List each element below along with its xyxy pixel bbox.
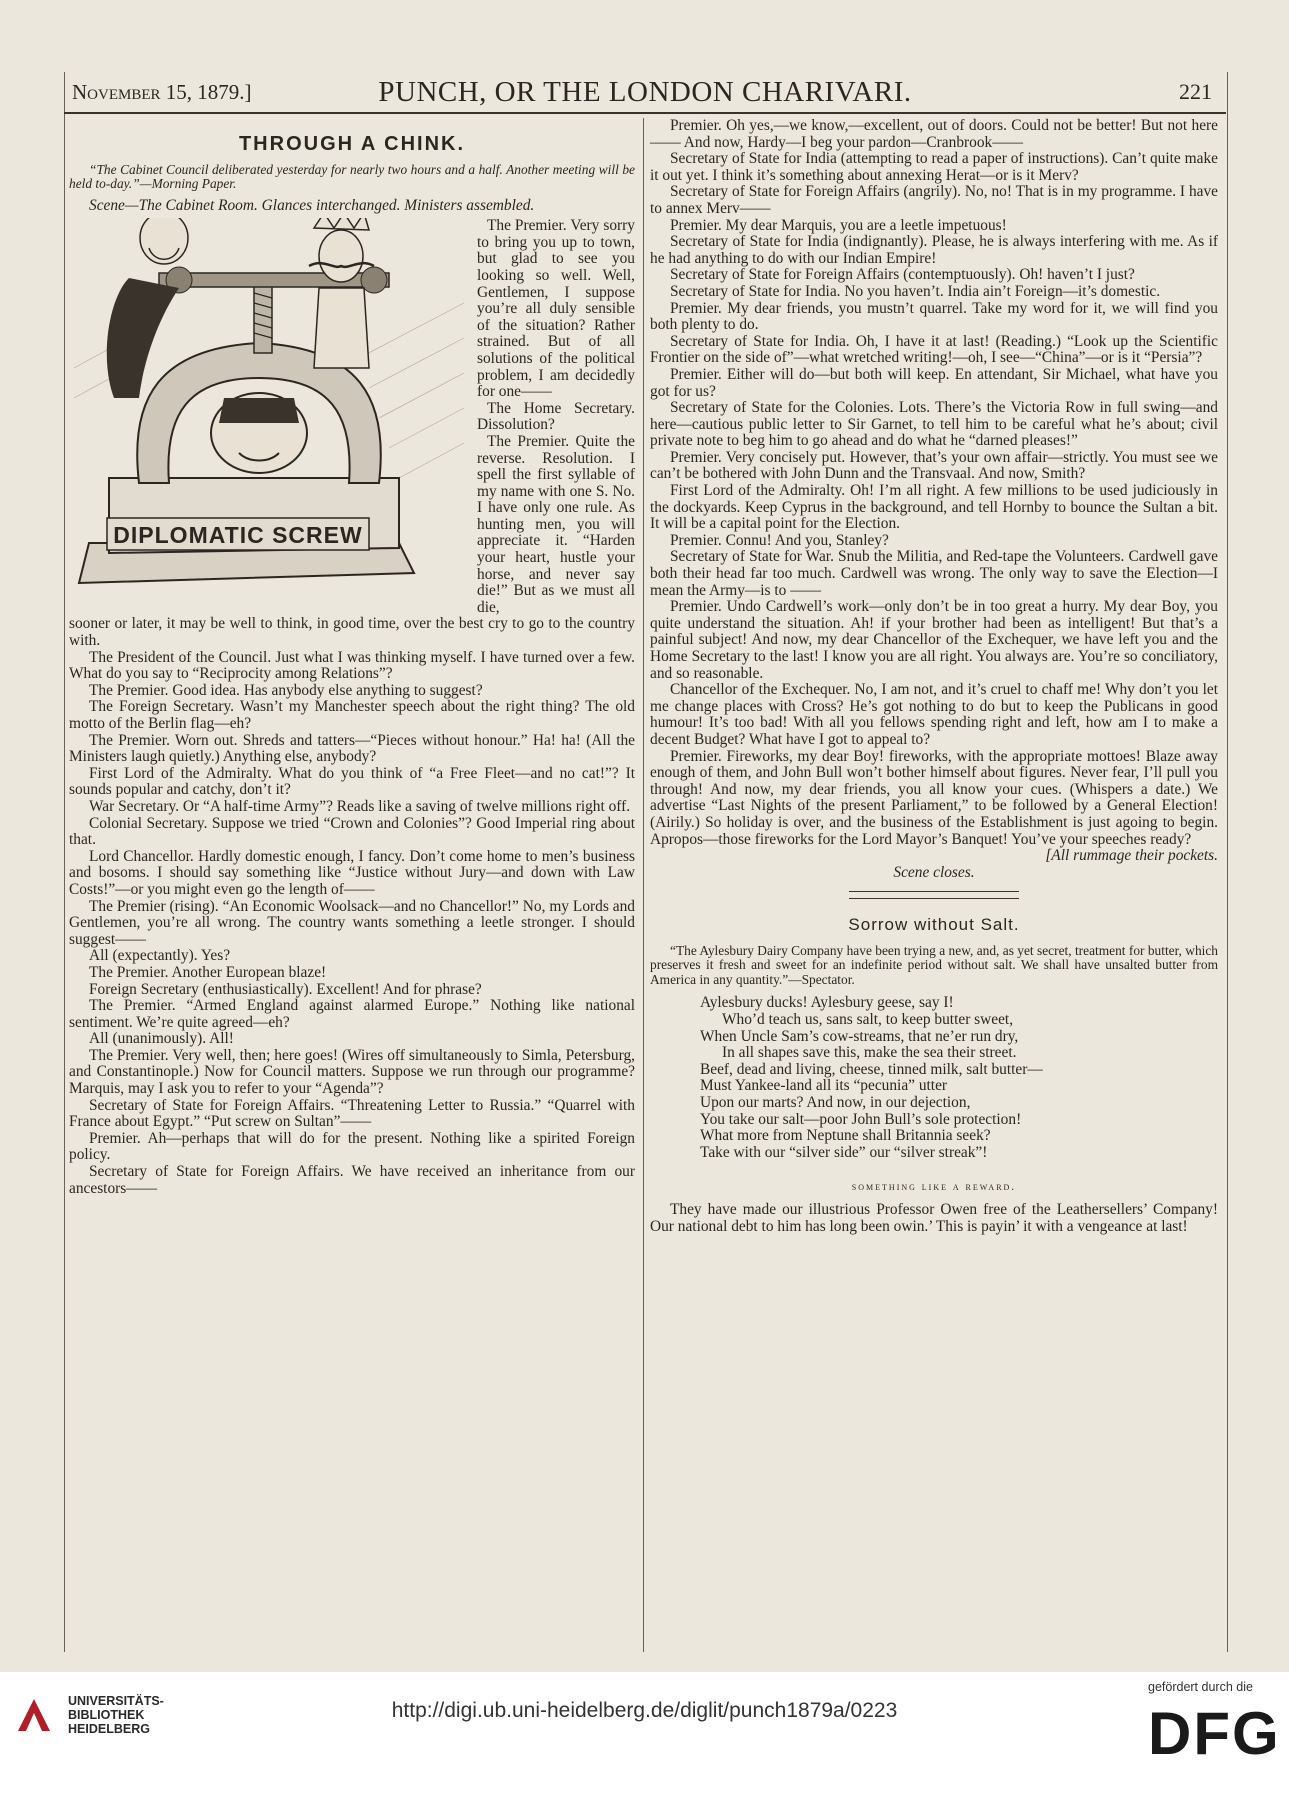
poem-line: You take our salt—poor John Bull’s sole protection! [700,1110,1022,1128]
paragraph: War Secretary. Or “A half-time Army”? Reads like a saving of twelve millions right off. [89,797,631,815]
paragraph: Secretary of State for India. No you haven’t. India ain’t Foreign—it’s domestic. [670,282,1161,300]
reward-paragraph: They have made our illustrious Professor Owen free of the Leathersellers’ Company! Our national debt to him has long been owin.’ This is payin’ it with a vengeance at last! [650,1200,1218,1235]
paragraph: Foreign Secretary (enthusiastically). Excellent! And for phrase? [89,980,482,998]
paragraph: sooner or later, it may be well to think, in good time, over the best cry to go to the country with. [69,615,635,650]
poem-line: Upon our marts? And now, in our dejection, [700,1093,971,1111]
paragraph: Secretary of State for India (attempting to read a paper of instructions). Can’t quite make it out yet. I think it’s something about annexing Herat—or is it Merv? [650,150,1218,184]
cartoon-drawing [69,218,469,608]
paragraph: Premier. Very concisely put. However, that’s your own affair—strictly. You must see we can’t be bothered with John Dunn and the Transvaal. And now, Smith? [650,448,1218,483]
funding-label: gefördert durch die [1148,1680,1253,1694]
paragraph: The Foreign Secretary. Wasn’t my Manchester speech about the right thing? The old motto of the Berlin flag—eh? [69,698,635,732]
paragraph: Premier. Ah—perhaps that will do for the present. Nothing like a spirited Foreign policy. [69,1129,635,1164]
paragraph: Secretary of State for War. Snub the Militia, and Red-tape the Volunteers. Cardwell gave both their head far too much. Cardwell was wrong. The only way to save the Election—I mean the Army—is to —— [650,548,1218,599]
paragraph: The Premier. “Armed England against alarmed Europe.” Nothing like national sentiment. We’re quite agreed—eh? [69,997,635,1031]
issue-date: November 15, 1879.] [72,80,252,104]
poem-epigraph: “The Aylesbury Dairy Company have been trying a new, and, as yet secret, treatment for butter, which preserves it fresh and sweet for an indefinite period without salt. We shall have unsalted butter from America in any quantity.”—Spectator. [650,942,1218,987]
reward-title: something like a reward. [851,1181,1017,1194]
right-column [650,118,1218,1235]
paragraph: The Premier. Worn out. Shreds and tatters—“Pieces without honour.” Ha! ha! (All the Ministers laugh quietly.) Anything else, anybody? [69,731,635,766]
paragraph: Secretary of State for Foreign Affairs (angrily). No, no! That is in my programme. I have to annex Merv—— [650,183,1218,217]
paragraph: Chancellor of the Exchequer. No, I am not, and it’s cruel to chaff me! Why don’t you let me change places with Cross? He’s got nothing to do but to keep the Publicans in good humour! It’s too bad! With all you fellows spending right and left, how am I to make a decent Budget? What have I got to appeal to? [650,681,1218,748]
paragraph: Secretary of State for India. Oh, I have it at last! (Reading.) “Look up the Scientific Frontier on the side of”—what wretched writing!—oh, I see—“China”—or is it “Persia”? [650,332,1218,367]
poem-line: What more from Neptune shall Britannia seek? [700,1127,991,1145]
article-title: THROUGH A CHINK. [238,133,466,155]
article-epigraph: “The Cabinet Council deliberated yesterday for nearly two hours and a half. Another meeting will be held to-day.”—Morning Paper. [69,161,635,192]
column-divider [643,118,644,1652]
paragraph: Premier. Undo Cardwell’s work—only don’t be in too great a hurry. My dear Boy, you quite understand the situation. Ah! if your brother had been as intelligent! But that’s a painful subject! And now, my dear Chancellor of the Exchequer, we have left you and the Home Secretary to the last! I know you are all right. You always are. You’re so conciliatory, and so reasonable. [650,598,1218,682]
paragraph: Premier. Fireworks, my dear Boy! fireworks, with the appropriate mottoes! Blaze away enough of them, and John Bull won’t bother himself about figures. Never fear, I’ll pull you through! And now, my dear friends, you all know your cues. (Whispers a date.) We advertise “Last Nights of the present Parliament,” to be followed by a General Election! (Airily.) So holiday is over, and the business of the Establishment is just agoing to begin. Apropos—those fireworks for the Lord Mayor’s Banquet! You’ve your speeches ready? [650,747,1218,848]
beside-illustration-text [469,218,635,616]
poem-line: When Uncle Sam’s cow-streams, that ne’er run dry, [700,1027,1019,1045]
diplomatic-screw-label: DIPLOMATIC SCREW [113,522,363,549]
permalink-url[interactable]: http://digi.ub.uni-heidelberg.de/diglit/punch1879a/0223 [391,1699,898,1722]
paragraph: The Premier. Very well, then; here goes! (Wires off simultaneously to Simla, Petersburg, and Constantinople.) Now for Council matters. Suppose we run through our programme? Marquis, may I ask you to refer to your “Agenda”? [69,1046,635,1098]
cartoon-illustration [69,218,469,608]
poem [700,995,1218,1161]
scene-closes: Scene closes. [893,863,975,881]
paragraph: The Premier. Good idea. Has anybody else anything to suggest? [89,681,483,699]
paragraph: The President of the Council. Just what I was thinking myself. I have turned over a few. What do you say to “Reciprocity among Relations”? [69,648,635,683]
poem-line: Take with our “silver side” our “silver streak”! [700,1143,988,1161]
paragraph: Secretary of State for the Colonies. Lots. There’s the Victoria Row in full swing—and here—cautious public letter to Sir Garnet, to tell him to be careful what he’s about; civil private note to beg him to go ahead and do what he “darned pleases!” [650,399,1218,450]
paragraph: The Premier. Quite the reverse. Resolution. I spell the first syllable of my name with one S. No. I have only one rule. As hunting men, you will appreciate it. “Harden your heart, hustle your horse, and never say die!” But as we must all die, [477,432,635,616]
poem-line: Must Yankee-land all its “pecunia” utter [700,1077,948,1095]
section-divider [849,891,1019,899]
dfg-logo: DFG [1148,1700,1281,1767]
paragraph: Secretary of State for Foreign Affairs. “Threatening Letter to Russia.” “Quarrel with France about Egypt.” “Put screw on Sultan”—— [69,1096,635,1131]
page-number: 221 [1179,79,1212,104]
page-header [64,74,1226,114]
library-line: UNIVERSITÄTS- [68,1694,164,1708]
poem-title: Sorrow without Salt. [848,915,1020,935]
paragraph: First Lord of the Admiralty. Oh! I’m all right. A few millions to be used judiciously in the dockyards. Keep Cyprus in the background, and tell Hornby to bounce the Sultan a bit. It will be a capital point for the Election. [650,482,1218,533]
paragraph: All (unanimously). All! [89,1030,234,1048]
masthead-title: PUNCH, OR THE LONDON CHARIVARI. [378,76,912,108]
paragraph: Lord Chancellor. Hardly domestic enough, I fancy. Don’t come home to men’s business and bosoms. I should say something like “Justice without Jury—and down with Law Costs!”—or you might even go the length of—— [69,847,635,898]
library-line: BIBLIOTHEK [68,1708,145,1722]
paragraph: The Premier. Another European blaze! [89,963,327,981]
paragraph: Premier. Either will do—but both will keep. En attendant, Sir Michael, what have you got for us? [650,365,1218,400]
illustration-row [69,218,635,616]
paragraph: Premier. My dear Marquis, you are a leetle impetuous! [670,216,1007,234]
paragraph: First Lord of the Admiralty. What do you think of “a Free Fleet—and no cat!”? It sounds popular and catchy, don’t it? [69,764,635,799]
paragraph: The Premier (rising). “An Economic Woolsack—and no Chancellor!” No, my Lords and Gentlemen, you’re all wrong. The country wants something a leetle stronger. I should suggest—— [69,897,635,948]
paragraph: Secretary of State for India (indignantly). Please, he is always interfering with me. As if he had anything to do with our Indian Empire! [650,233,1218,267]
paragraph: Premier. My dear friends, you mustn’t quarrel. Take my word for it, we will find you both plenty to do. [650,299,1218,334]
scene-direction: Scene—The Cabinet Room. Glances interchanged. Ministers assembled. [89,196,535,214]
paragraph: Secretary of State for Foreign Affairs (contemptuously). Oh! haven’t I just? [670,266,1135,284]
poem-line: Aylesbury ducks! Aylesbury geese, say I! [700,994,954,1012]
paragraph: Premier. Connu! And you, Stanley? [670,531,889,549]
poem-line: Who’d teach us, sans salt, to keep butter sweet, [722,1011,1014,1028]
viewer-footer [0,1672,1289,1795]
poem-line: In all shapes save this, make the sea their street. [722,1044,1017,1062]
paragraph: The Home Secretary. Dissolution? [477,399,635,434]
paragraph: Premier. Oh yes,—we know,—excellent, out of doors. Could not be better! But not here—— And now, Hardy—I beg your pardon—Cranbrook—— [650,117,1218,151]
poem-line: Beef, dead and living, cheese, tinned milk, salt butter— [700,1060,1043,1078]
paragraph: All (expectantly). Yes? [89,947,231,965]
left-column [69,118,635,1197]
paragraph: Colonial Secretary. Suppose we tried “Crown and Colonies”? Good Imperial ring about that. [69,814,635,849]
paragraph: The Premier. Very sorry to bring you up to town, but glad to see you looking so well. Well, Gentlemen, I suppose you’re all duly sensible of the situation? Rather strained. But of all solutions of the political problem, I am decidedly for one—— [477,217,635,401]
paragraph: Secretary of State for Foreign Affairs. We have received an inheritance from our ancestors—— [69,1163,635,1197]
stage-direction: [All rummage their pockets. [1045,847,1218,865]
library-line: HEIDELBERG [68,1722,150,1736]
